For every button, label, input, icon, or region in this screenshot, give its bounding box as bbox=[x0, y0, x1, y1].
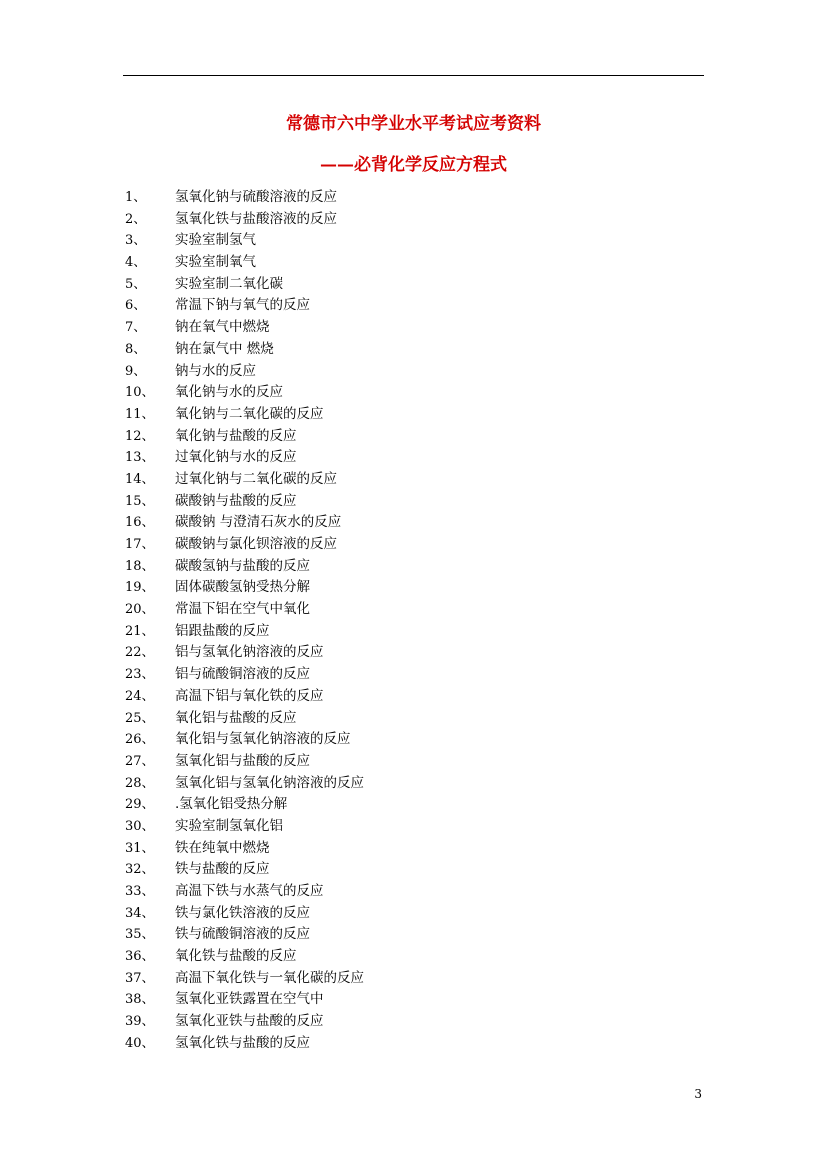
list-item-number: 26、 bbox=[125, 732, 155, 748]
list-item-number: 25、 bbox=[125, 710, 155, 726]
list-item bbox=[125, 534, 364, 556]
list-item-text: .氢氧化铝受热分解 bbox=[175, 796, 288, 813]
list-item-text: 氢氧化钠与硫酸溶液的反应 bbox=[175, 189, 337, 205]
list-item-text: 实验室制二氧化碳 bbox=[175, 275, 283, 292]
list-item-number: 33、 bbox=[125, 884, 155, 899]
list-item-number: 30、 bbox=[125, 818, 155, 834]
list-item-number: 40、 bbox=[125, 1035, 155, 1051]
list-item-number: 16、 bbox=[125, 515, 155, 531]
list-item-number: 12、 bbox=[125, 428, 155, 444]
list-item-number: 34、 bbox=[125, 905, 155, 921]
header-rule bbox=[123, 75, 704, 76]
list-item bbox=[125, 491, 364, 513]
list-item-text: 实验室制氧气 bbox=[175, 254, 256, 271]
list-item-text: 碳酸钠与盐酸的反应 bbox=[175, 492, 297, 509]
list-item-number: 37、 bbox=[125, 970, 155, 986]
list-item bbox=[125, 729, 364, 751]
list-item-number: 1、 bbox=[125, 190, 147, 205]
list-item-text: 铝与氢氧化钠溶液的反应 bbox=[175, 644, 324, 661]
list-item-number: 35、 bbox=[125, 927, 155, 943]
list-item-number: 17、 bbox=[125, 537, 155, 552]
list-item-text: 实验室制氢气 bbox=[175, 232, 256, 249]
list-item-text: 常温下钠与氧气的反应 bbox=[175, 297, 310, 314]
list-item-number: 27、 bbox=[125, 753, 155, 769]
list-item-number: 38、 bbox=[125, 992, 155, 1008]
list-item bbox=[125, 361, 364, 383]
list-item-text: 高温下氧化铁与一氧化碳的反应 bbox=[175, 969, 364, 986]
list-item-number: 21、 bbox=[125, 623, 155, 639]
list-item bbox=[125, 903, 364, 925]
list-item-number: 36、 bbox=[125, 949, 155, 965]
list-item-text: 钠在氧气中燃烧 bbox=[175, 319, 270, 336]
list-item-number: 20、 bbox=[125, 602, 155, 618]
list-item bbox=[125, 339, 364, 361]
list-item-text: 氧化铁与盐酸的反应 bbox=[175, 948, 297, 965]
list-item bbox=[125, 881, 364, 903]
list-item-text: 铝与硫酸铜溶液的反应 bbox=[175, 666, 310, 683]
list-item-text: 铝跟盐酸的反应 bbox=[175, 622, 270, 639]
list-item bbox=[125, 708, 364, 730]
list-item-text: 碳酸钠 与澄清石灰水的反应 bbox=[175, 514, 342, 531]
list-item-text: 过氧化钠与水的反应 bbox=[175, 449, 297, 466]
list-item bbox=[125, 447, 364, 469]
list-item-number: 4、 bbox=[125, 255, 147, 271]
list-item bbox=[125, 252, 364, 274]
list-item-number: 11、 bbox=[125, 406, 155, 422]
list-item-text: 高温下铝与氧化铁的反应 bbox=[175, 687, 324, 704]
list-item bbox=[125, 968, 364, 990]
list-item-text: 氢氧化铝与盐酸的反应 bbox=[175, 752, 310, 769]
list-item bbox=[125, 773, 364, 795]
document-title: 常德市六中学业水平考试应考资料 bbox=[286, 114, 541, 134]
list-item-text: 固体碳酸氢钠受热分解 bbox=[175, 579, 310, 596]
list-item bbox=[125, 816, 364, 838]
list-item-number: 3、 bbox=[125, 233, 147, 249]
list-item bbox=[125, 924, 364, 946]
list-item-text: 高温下铁与水蒸气的反应 bbox=[175, 883, 324, 899]
list-item-number: 29、 bbox=[125, 797, 155, 813]
list-item bbox=[125, 404, 364, 426]
list-item-number: 39、 bbox=[125, 1014, 155, 1030]
list-item bbox=[125, 426, 364, 448]
list-item bbox=[125, 599, 364, 621]
list-item-number: 24、 bbox=[125, 688, 155, 704]
document-subtitle: ——必背化学反应方程式 bbox=[320, 155, 507, 175]
list-item bbox=[125, 642, 364, 664]
list-item-number: 18、 bbox=[125, 558, 155, 574]
list-item-number: 31、 bbox=[125, 840, 155, 856]
list-item-text: 碳酸氢钠与盐酸的反应 bbox=[175, 557, 310, 574]
list-item-number: 28、 bbox=[125, 775, 155, 791]
list-item bbox=[125, 859, 364, 881]
list-item bbox=[125, 751, 364, 773]
list-item-text: 氢氧化铁与盐酸溶液的反应 bbox=[175, 210, 337, 227]
list-item-number: 23、 bbox=[125, 667, 155, 683]
list-item-text: 氧化钠与盐酸的反应 bbox=[175, 427, 297, 444]
list-item bbox=[125, 794, 364, 816]
list-item-text: 氧化铝与氢氧化钠溶液的反应 bbox=[175, 731, 351, 748]
list-item-text: 氧化铝与盐酸的反应 bbox=[175, 709, 297, 726]
list-item bbox=[125, 664, 364, 686]
list-item-text: 氢氧化铁与盐酸的反应 bbox=[175, 1034, 310, 1051]
list-item bbox=[125, 1033, 364, 1055]
list-item-text: 铁与硫酸铜溶液的反应 bbox=[175, 926, 310, 943]
list-item bbox=[125, 556, 364, 578]
list-item bbox=[125, 686, 364, 708]
list-item bbox=[125, 230, 364, 252]
list-item bbox=[125, 295, 364, 317]
list-item-text: 氧化钠与水的反应 bbox=[175, 384, 283, 401]
list-item bbox=[125, 838, 364, 860]
list-item-number: 8、 bbox=[125, 341, 147, 357]
list-item bbox=[125, 989, 364, 1011]
list-item-number: 15、 bbox=[125, 493, 155, 509]
list-item-text: 钠在氯气中 燃烧 bbox=[175, 340, 274, 357]
list-item-number: 19、 bbox=[125, 580, 155, 596]
list-item-number: 13、 bbox=[125, 450, 155, 466]
list-item-text: 实验室制氢氧化铝 bbox=[175, 817, 283, 834]
list-item bbox=[125, 577, 364, 599]
list-item-number: 2、 bbox=[125, 211, 147, 227]
list-item-number: 9、 bbox=[125, 363, 147, 379]
list-item-number: 22、 bbox=[125, 645, 155, 661]
list-item bbox=[125, 382, 364, 404]
list-item-text: 氢氧化亚铁与盐酸的反应 bbox=[175, 1013, 324, 1030]
list-item-text: 铁与盐酸的反应 bbox=[175, 861, 270, 878]
list-item bbox=[125, 187, 364, 209]
reaction-list bbox=[125, 187, 364, 1055]
list-item-number: 14、 bbox=[125, 471, 155, 487]
list-item bbox=[125, 1011, 364, 1033]
list-item bbox=[125, 317, 364, 339]
list-item bbox=[125, 209, 364, 231]
list-item-text: 碳酸钠与氯化钡溶液的反应 bbox=[175, 536, 337, 552]
list-item bbox=[125, 274, 364, 296]
list-item-text: 钠与水的反应 bbox=[175, 362, 256, 379]
list-item-text: 氧化钠与二氧化碳的反应 bbox=[175, 405, 324, 422]
list-item bbox=[125, 512, 364, 534]
list-item bbox=[125, 469, 364, 491]
list-item-text: 常温下铝在空气中氧化 bbox=[175, 601, 310, 618]
list-item-text: 铁与氯化铁溶液的反应 bbox=[175, 904, 310, 921]
list-item-number: 6、 bbox=[125, 298, 147, 314]
list-item-number: 7、 bbox=[125, 320, 147, 336]
list-item bbox=[125, 946, 364, 968]
list-item-text: 铁在纯氧中燃烧 bbox=[175, 839, 270, 856]
list-item-number: 32、 bbox=[125, 862, 155, 878]
list-item-text: 过氧化钠与二氧化碳的反应 bbox=[175, 470, 337, 487]
list-item-text: 氢氧化亚铁露置在空气中 bbox=[175, 991, 324, 1008]
page-number: 3 bbox=[694, 1087, 702, 1101]
list-item bbox=[125, 621, 364, 643]
list-item-text: 氢氧化铝与氢氧化钠溶液的反应 bbox=[175, 774, 364, 791]
list-item-number: 5、 bbox=[125, 276, 147, 292]
list-item-number: 10、 bbox=[125, 385, 155, 401]
